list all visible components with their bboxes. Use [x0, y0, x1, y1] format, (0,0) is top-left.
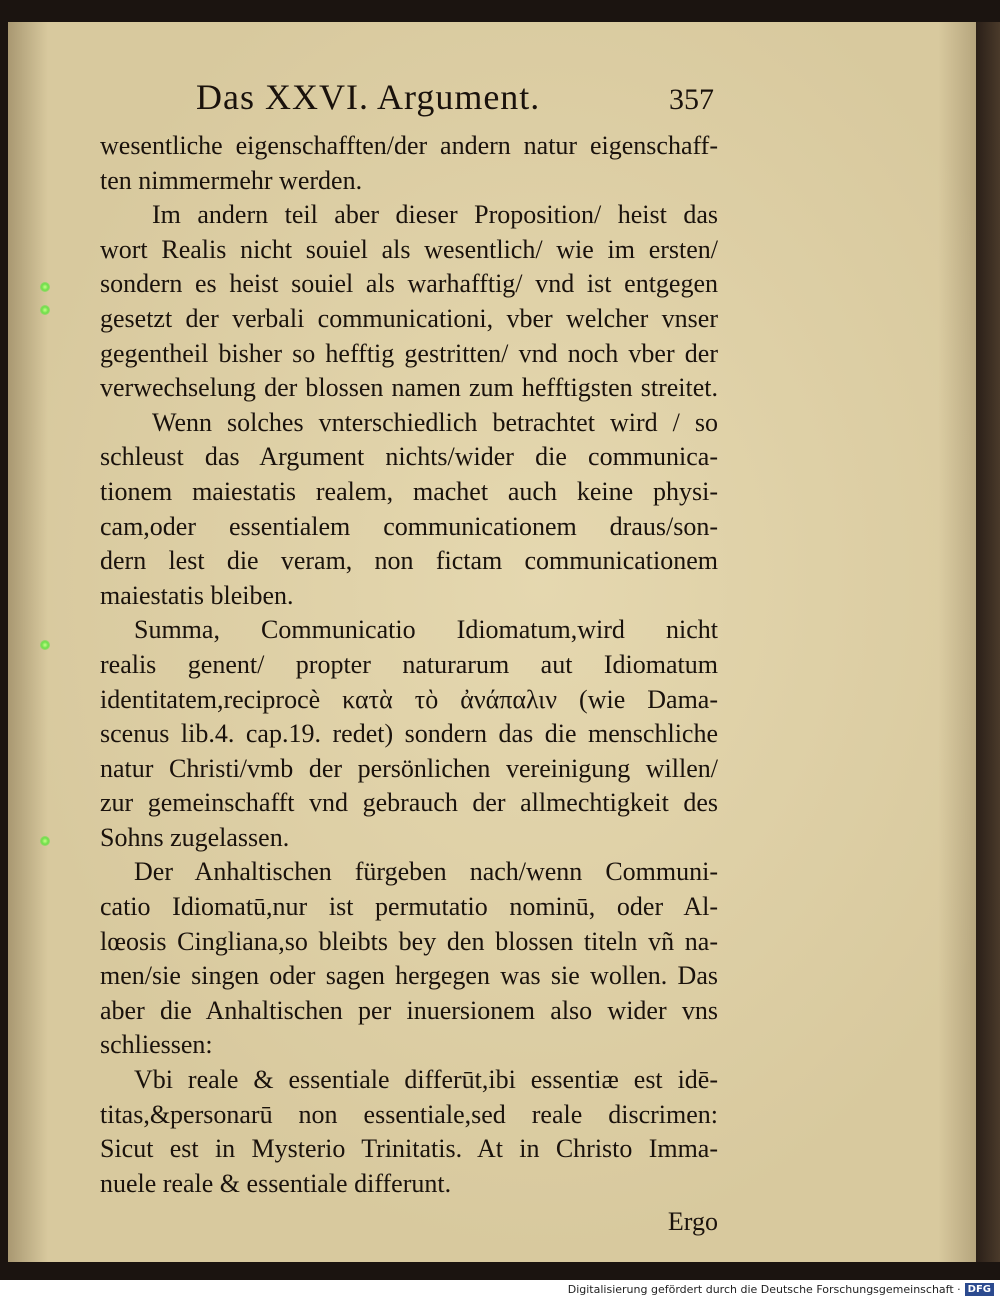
text-line: Sohns zugelassen.: [100, 822, 290, 852]
text-line: catio Idiomatū,nur ist permutatio nominū, oder Al-: [100, 892, 718, 922]
dfg-logo: DFG: [965, 1283, 994, 1296]
text-line: Der Anhaltischen fürgeben nach/wenn Communi-: [134, 857, 718, 887]
page-edge: [976, 22, 1000, 1262]
text-line: Im andern teil aber dieser Proposition/ heist das: [152, 200, 718, 230]
text-line: tionem maiestatis realem, machet auch keine physi-: [100, 476, 718, 506]
text-line: aber die Anhaltischen per inuersionem also wider vns: [100, 995, 718, 1025]
catchword: Ergo: [667, 1207, 718, 1237]
scan-artifact-dot: [40, 640, 50, 650]
text-line: lœosis Cingliana,so bleibts bey den blossen titeln vñ na-: [100, 926, 718, 956]
page-title: Das XXVI. Argument.: [196, 77, 541, 117]
text-line: wort Realis nicht souiel als wesentlich/ wie im ersten/: [100, 234, 718, 264]
text-line: Sicut est in Mysterio Trinitatis. At in Christo Imma-: [100, 1134, 718, 1164]
text-line: nuele reale & essentiale differunt.: [100, 1168, 452, 1198]
text-line: titas,&personarū non essentiale,sed reale discrimen:: [100, 1099, 718, 1129]
page-number: 357: [669, 83, 714, 116]
text-line: gesetzt der verbali communicationi, vber welcher vnser: [100, 303, 718, 333]
text-line: cam,oder essentialem communicationem draus/son-: [100, 511, 718, 541]
text-line: dern lest die veram, non fictam communicationem: [100, 546, 718, 576]
text-line: Vbi reale & essentiale differūt,ibi essentiæ est idē-: [134, 1065, 718, 1095]
running-header: [100, 72, 718, 125]
text-line: Summa, Communicatio Idiomatum,wird nicht: [134, 615, 718, 645]
scan-artifact-dot: [40, 305, 50, 315]
text-line: identitatem,reciprocè κατὰ τὸ ἀνάπαλιν (wie Dama-: [100, 684, 718, 714]
text-line: realis genent/ propter naturarum aut Idiomatum: [100, 649, 718, 679]
scan-artifact-dot: [40, 836, 50, 846]
text-line: men/sie singen oder sagen hergegen was sie wollen. Das: [100, 961, 718, 991]
footer-credit-bar: [0, 1280, 1000, 1298]
text-line: gegentheil bisher so hefftig gestritten/ vnd noch vber der: [100, 338, 718, 368]
text-line: maiestatis bleiben.: [100, 580, 294, 610]
text-line: schleust das Argument nichts/wider die communica-: [100, 442, 718, 472]
text-line: wesentliche eigenschafften/der andern natur eigenschaff-: [100, 131, 718, 160]
text-line: schliessen:: [100, 1030, 213, 1060]
text-line: zur gemeinschafft vnd gebrauch der allmechtigkeit des: [100, 788, 718, 818]
text-line: verwechselung der blossen namen zum hefftigsten streitet.: [100, 373, 718, 403]
scan-artifact-dot: [40, 282, 50, 292]
text-line: scenus lib.4. cap.19. redet) sondern das die menschliche: [100, 719, 718, 749]
text-line: natur Christi/vmb der persönlichen vereinigung willen/: [100, 753, 718, 783]
text-line: Wenn solches vnterschiedlich betrachtet wird / so: [152, 407, 718, 437]
text-line: sondern es heist souiel als warhafftig/ vnd ist entgegen: [100, 269, 718, 299]
funding-credit: Digitalisierung gefördert durch die Deutsche Forschungsgemeinschaft ·: [567, 1282, 961, 1296]
page-text: [100, 72, 718, 1240]
text-line: ten nimmermehr werden.: [100, 165, 363, 195]
